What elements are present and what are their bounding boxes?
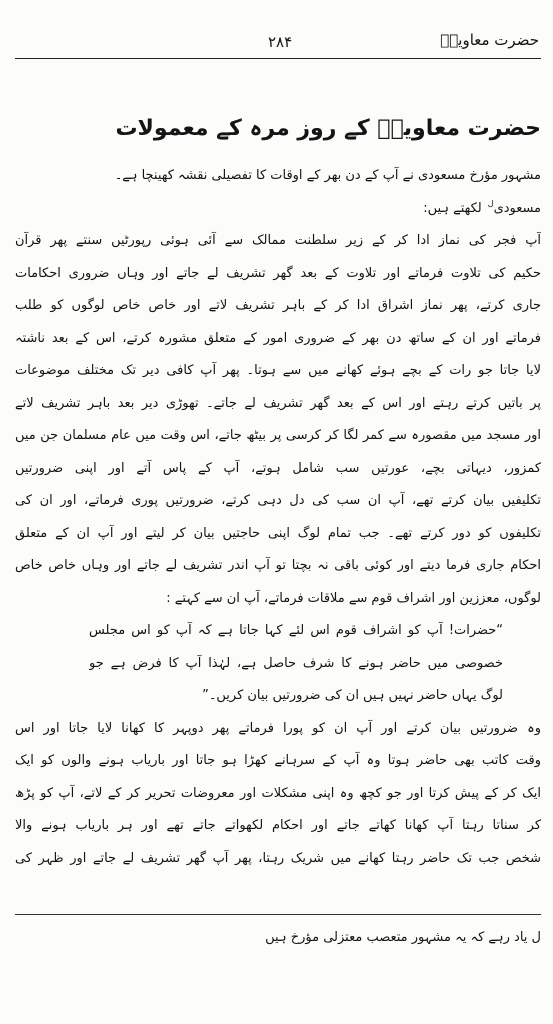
quote-line: خصوصی میں حاضر ہونے کا شرف حاصل ہے، لہٰذا آپ کا فرض ہے جو — [89, 655, 503, 671]
text-line: شخص جب تک حاضر رہتا کھانے میں شریک رہتا، پھر آپ گھر تشریف لے جاتے اور ظہر کی — [15, 850, 541, 866]
quote-line: “حضرات! آپ کو اشراف قوم اس لئے کہا جاتا ہے کہ آپ کو اس مجلس — [89, 623, 503, 638]
quote-line: لوگ یہاں حاضر نہیں ہیں ان کی ضرورتیں بیان کریں۔” — [202, 688, 503, 703]
running-header-title: حضرت معاویہؓ — [440, 31, 539, 49]
footnote — [15, 924, 541, 952]
text-line: جاری کرتے، پھر نماز اشراق ادا کر کے باہر تشریف لاتے اور خاص خاص لوگوں کو طلب — [15, 298, 541, 313]
text-line: تکلیفوں کو دور کرتے تھے۔ جب تمام لوگ اپنی حاجتیں بیان کر لیتے اور آپ ان کے متعلق — [15, 525, 541, 541]
text-line: آپ فجر کی نماز ادا کر کے زیر سلطنت ممالک سے آئی ہوئی رپورٹیں سنتے پھر قرآن — [15, 233, 541, 248]
intro-line: مشہور مؤرخ مسعودی نے آپ کے دن بھر کے اوقات کا تفصیلی نقشہ کھینچا ہے۔ — [114, 168, 541, 183]
text-line: وقت کاتب بھی حاضر ہوتا وہ آپ کے سرہانے کھڑا ہو جاتا اور باریاب ہونے والوں کو ایک — [15, 753, 541, 768]
text-line: حکیم کی تلاوت فرماتے اور تلاوت کے بعد گھر تشریف لے جاتے اور وہاں ضروری احکامات — [15, 265, 541, 281]
text-line: اور مسجد میں مقصورہ سے کمر لگا کر کرسی پر بیٹھ جاتے، اس وقت میں عام مسلمان جن میں — [15, 428, 541, 443]
block-quote — [15, 615, 541, 713]
header-rule — [15, 58, 541, 59]
citation-text: لکھتے ہیں: — [423, 200, 482, 216]
text-line: کمزور، دیہاتی بچے، عورتیں سب شامل ہوتے، آپ کے پاس آتے اور اپنی ضرورتیں — [15, 460, 541, 476]
text-line: لایا جاتا جو رات کے بچے ہوئے کھانے میں سے ہوتا۔ پھر آپ کافی دیر تک مختلف موضوعات — [15, 363, 541, 378]
text-line: ایک کر کے پیش کرتا اور جو کچھ وہ اپنی مشکلات اور معروضات تحریر کر کے لاتے، آپ کو پڑھ — [15, 785, 541, 801]
footnote-text: یاد رہے کہ یہ مشہور متعصب معتزلی مؤرخ ہیں — [265, 930, 528, 945]
footnote-marker: ل — [531, 930, 541, 945]
text-line: کر سناتا رہتا آپ کھانا کھاتے جاتے اور احکام لکھواتے جاتے تھے اور ہر باریاب ہونے والا — [15, 818, 541, 833]
text-line: احکام جاری فرما دیتے اور کوئی باقی نہ بچتا تو آپ اندر تشریف لے جاتے اور وہاں خاص خاص — [15, 558, 541, 573]
text-line: لوگوں، معززین اور اشراف قوم سے ملاقات فرماتے، آپ ان سے کہتے : — [166, 590, 541, 606]
page-number: ۲۸۴ — [268, 33, 293, 51]
citation-line — [15, 193, 541, 226]
footnote-reference: ‌ $^ل$ ‌ — [488, 199, 494, 208]
citation-author: مسعودی — [493, 200, 541, 216]
text-line: تکلیفیں بیان کرتے تھے، آپ ان سب کی دل دہی کرتے، ضرورتیں پوری فرماتے، اور ان کی — [15, 493, 541, 508]
text-line: وہ ضرورتیں بیان کرتے اور آپ ان کو پورا فرماتے پھر دوپہر کا کھانا لایا جاتا اور اس — [15, 720, 541, 736]
chapter-title: حضرت معاویہؓ کے روز مرہ کے معمولات — [115, 116, 541, 141]
footnote-rule — [15, 914, 541, 915]
text-line: فرماتے اور ان کے ساتھ دن بھر کے ضروری امور کے متعلق مشورہ کرتے، اس کے بعد ناشتہ — [15, 330, 541, 346]
text-line: پر باتیں کرتے رہتے اور اس کے بعد گھر تشریف لے جاتے۔ تھوڑی دیر بعد باہر تشریف لاتے — [15, 395, 541, 411]
body-text — [15, 160, 541, 875]
